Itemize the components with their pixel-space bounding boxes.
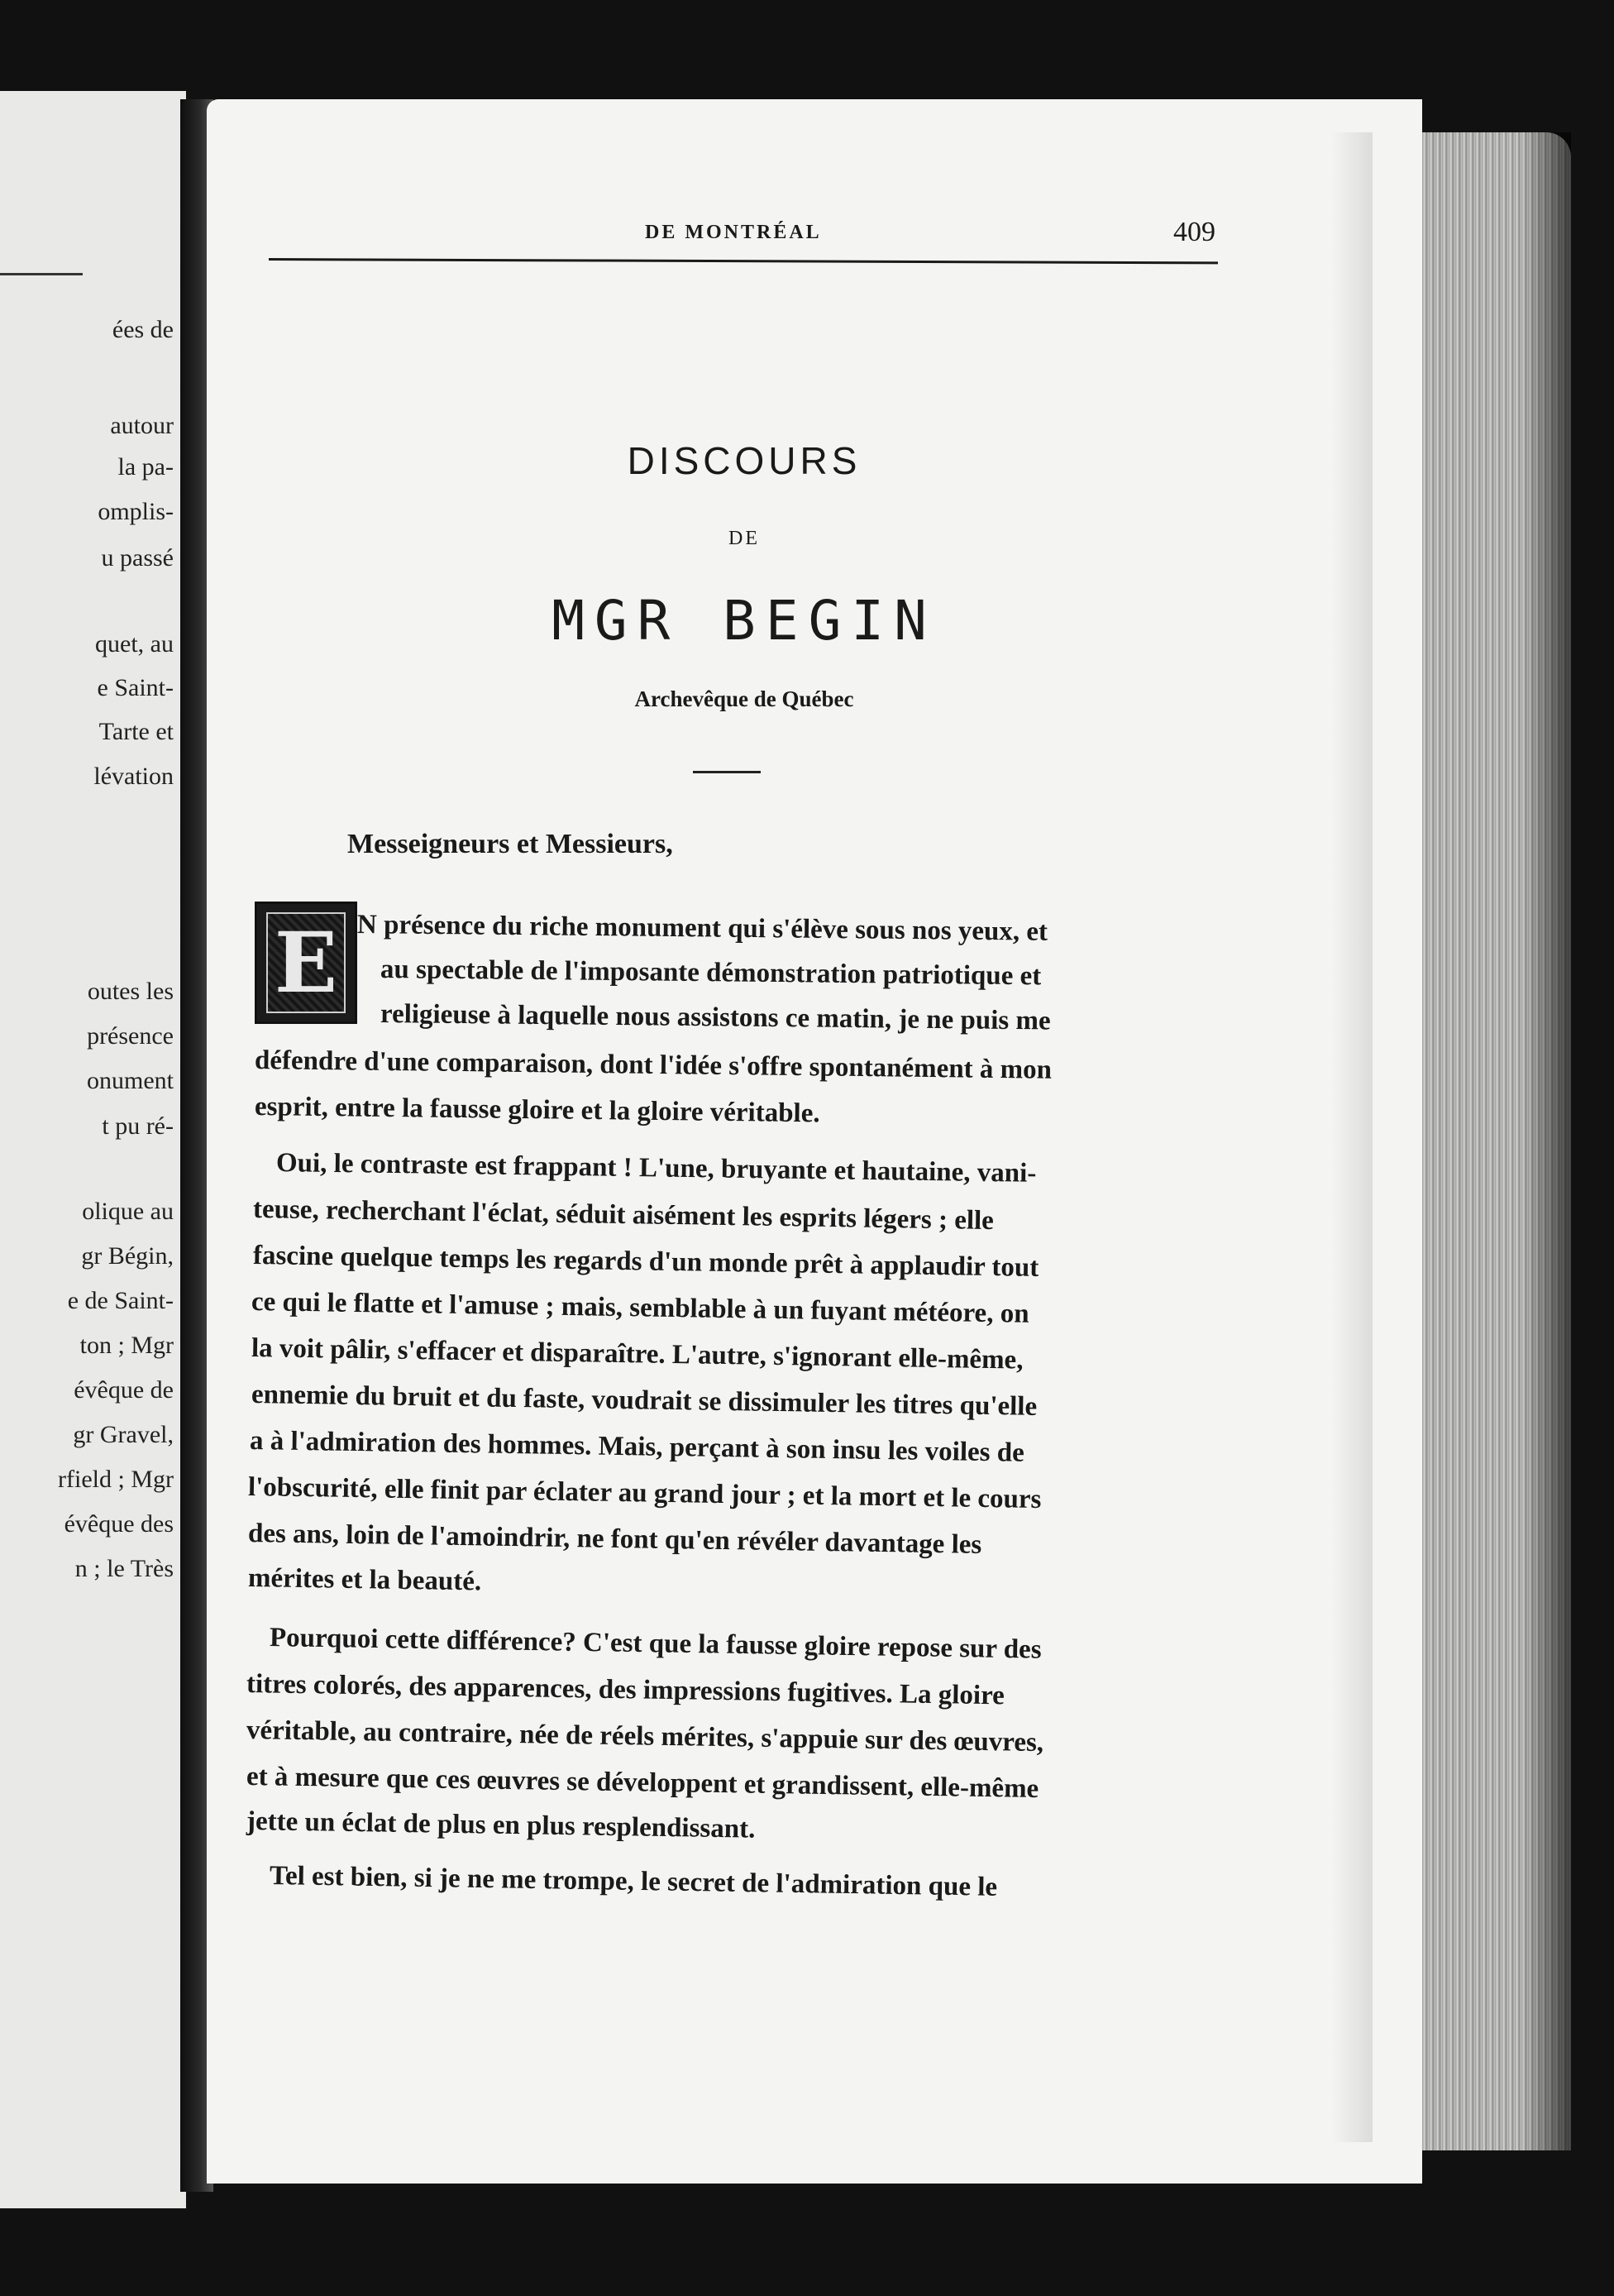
left-page-line: outes les (87, 978, 174, 1005)
page-edge-shade (1331, 132, 1373, 2142)
title-de: DE (728, 528, 760, 549)
left-page-line: gr Gravel, (73, 1421, 174, 1448)
title-discours: DISCOURS (627, 439, 862, 482)
body-line: défendre d'une comparaison, dont l'idée s'offre spontanément à mon (254, 1045, 1053, 1085)
left-page-line: e Saint- (97, 674, 174, 701)
body-line: des ans, loin de l'amoindrir, ne font qu'en révéler davantage les (247, 1519, 982, 1560)
left-page-line: n ; le Très (74, 1555, 174, 1582)
body-line: ce qui le flatte et l'amuse ; mais, semblable à un fuyant météore, on (251, 1287, 1029, 1329)
left-page-rule (0, 273, 83, 275)
left-page-line: omplis- (98, 498, 174, 525)
body-line: esprit, entre la fausse gloire et la gloire véritable. (254, 1092, 820, 1129)
left-page-line: u passé (101, 544, 174, 572)
body-line: titres colorés, des apparences, des impressions fugitives. La gloire (246, 1669, 1005, 1711)
body-line: la voit pâlir, s'effacer et disparaître. L'autre, s'ignorant elle-même, (251, 1333, 1024, 1375)
left-page-line: onument (87, 1067, 174, 1094)
title-name: MGR BEGIN (552, 589, 937, 653)
body-line: fascine quelque temps les regards d'un monde prêt à applaudir tout (252, 1241, 1039, 1283)
left-page-line: ées de (112, 316, 174, 343)
title-subtitle: Archevêque de Québec (634, 686, 854, 711)
body-line: N présence du riche monument qui s'élève sous nos yeux, et (356, 910, 1048, 947)
left-page-line: la pa- (117, 453, 174, 481)
running-head (273, 213, 1215, 255)
left-page-line: ton ; Mgr (79, 1332, 174, 1359)
left-page-line: e de Saint- (67, 1287, 174, 1314)
body-line: Oui, le contraste est frappant ! L'une, bruyante et hautaine, vani- (275, 1148, 1037, 1189)
left-page-line: présence (87, 1022, 174, 1050)
body-line: et à mesure que ces œuvres se développent et grandissent, elle-même (246, 1762, 1039, 1805)
drop-cap-letter: E (274, 914, 338, 1012)
drop-cap (255, 902, 357, 1024)
body-line: mérites et la beauté. (247, 1563, 482, 1597)
left-page-line: rfield ; Mgr (58, 1466, 174, 1493)
left-page-line: évêque de (74, 1376, 174, 1404)
left-page-line: gr Bégin, (81, 1242, 174, 1270)
left-page-line: évêque des (64, 1510, 174, 1538)
body-line: religieuse à laquelle nous assistons ce matin, je ne puis me (380, 999, 1051, 1036)
body-line: a à l'admiration des hommes. Mais, perçant à son insu les voiles de (249, 1426, 1025, 1468)
left-page-line: t pu ré- (102, 1112, 174, 1140)
body-line: au spectable de l'imposante démonstration patriotique et (380, 954, 1042, 992)
body-line: Pourquoi cette différence? C'est que la fausse gloire repose sur des (269, 1623, 1042, 1665)
left-page-line: quet, au (95, 630, 174, 658)
body-line: véritable, au contraire, née de réels mérites, s'appuie sur des œuvres, (246, 1715, 1044, 1758)
running-title: DE MONTRÉAL (645, 222, 822, 243)
body-line: ennemie du bruit et du faste, voudrait se dissimuler les titres qu'elle (251, 1380, 1038, 1422)
left-page-line: olique au (82, 1198, 174, 1225)
body-line: teuse, recherchant l'éclat, séduit aisément les esprits légers ; elle (252, 1194, 995, 1236)
body-line: Tel est bien, si je ne me trompe, le secret de l'admiration que le (269, 1861, 998, 1902)
left-page-line: autour (110, 412, 174, 439)
title-dash-rule (693, 771, 761, 773)
salutation: Messeigneurs et Messieurs, (347, 829, 673, 859)
page-number: 409 (1173, 217, 1215, 247)
left-page-line: lévation (93, 763, 174, 790)
left-page-line: Tarte et (98, 718, 174, 745)
body-line: l'obscurité, elle finit par éclater au grand jour ; et la mort et le cours (247, 1472, 1042, 1515)
left-page (0, 91, 186, 2208)
body-line: jette un éclat de plus en plus resplendissant. (246, 1806, 756, 1844)
drop-cap-frame (266, 912, 346, 1013)
